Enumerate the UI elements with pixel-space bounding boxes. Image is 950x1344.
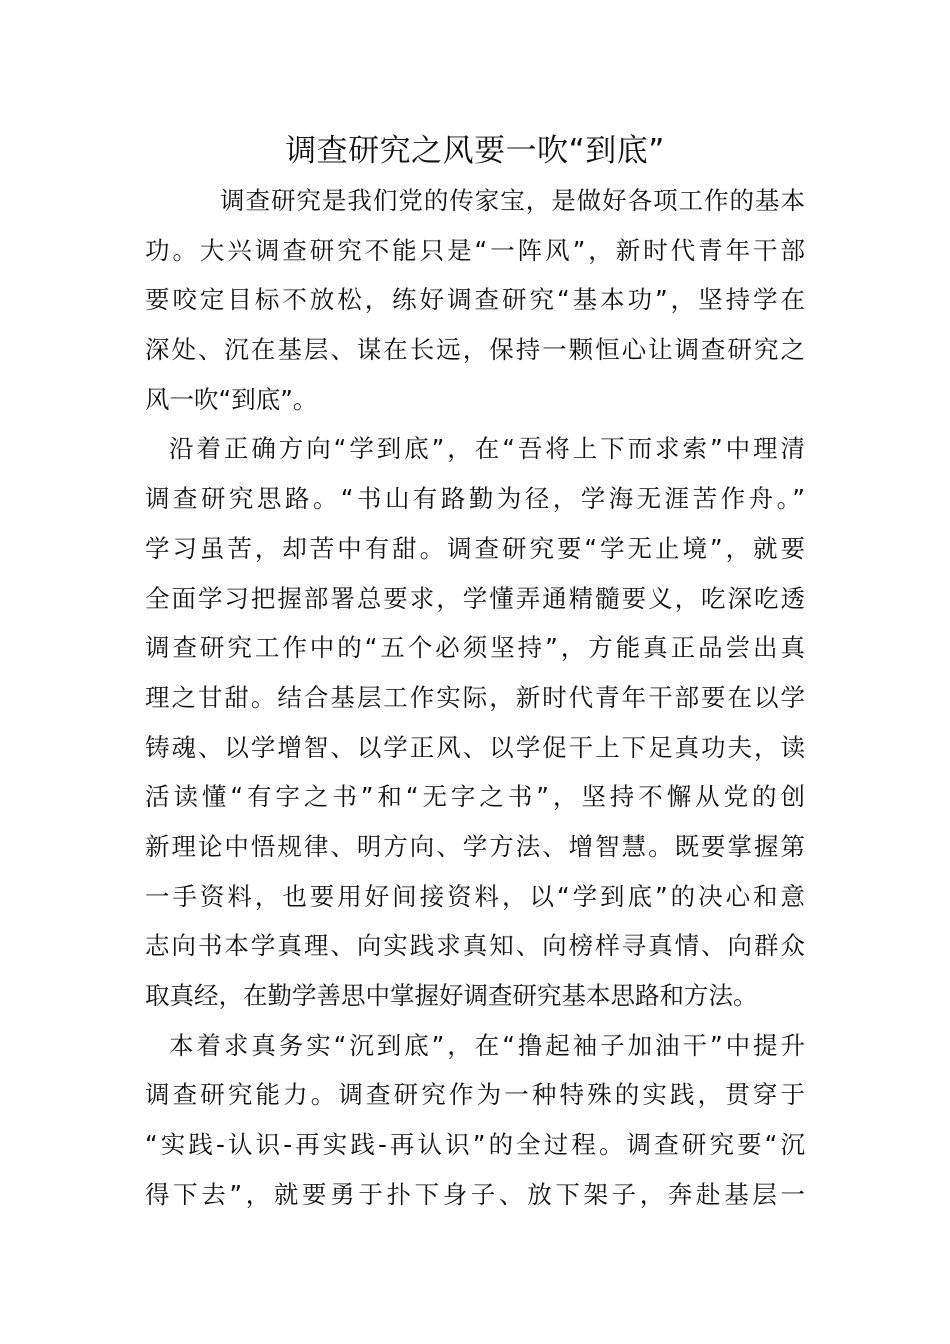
text-line: 本着求真务实“沉到底”，在“撸起袖子加油干”中提升 [169, 1030, 805, 1060]
text-line: 理之甘甜。结合基层工作实际，新时代青年干部要在以学 [145, 682, 805, 712]
text-line: “实践-认识-再实践-再认识”的全过程。调查研究要“沉 [145, 1130, 805, 1160]
text-line: 志向书本学真理、向实践求真知、向榜样寻真情、向群众 [145, 931, 805, 961]
document-title: 调查研究之风要一吹“到底” [285, 133, 665, 169]
text-line: 调查研究是我们党的传家宝，是做好各项工作的基本 [220, 186, 805, 215]
text-line: 学习虽苦，却苦中有甜。调查研究要“学无止境”，就要 [145, 533, 805, 563]
text-line: 沿着正确方向“学到底”，在“吾将上下而求索”中理清 [169, 434, 805, 464]
text-line: 功。大兴调查研究不能只是“一阵风”，新时代青年干部 [145, 235, 805, 265]
text-line: 风一吹“到底”。 [145, 384, 318, 414]
text-line: 活读懂“有字之书”和“无字之书”，坚持不懈从党的创 [145, 782, 805, 812]
text-line: 一手资料，也要用好间接资料，以“学到底”的决心和意 [145, 881, 805, 911]
document-body [145, 176, 805, 1219]
text-line: 铸魂、以学增智、以学正风、以学促干上下足真功夫，读 [145, 732, 805, 762]
text-line: 深处、沉在基层、谋在长远，保持一颗恒心让调查研究之 [145, 335, 805, 365]
text-line: 新理论中悟规律、明方向、学方法、增智慧。既要掌握第 [145, 831, 805, 861]
text-line: 得下去”，就要勇于扑下身子、放下架子，奔赴基层一 [145, 1179, 805, 1209]
text-line: 取真经，在勤学善思中掌握好调查研究基本思路和方法。 [145, 981, 758, 1010]
text-line: 全面学习把握部署总要求，学懂弄通精髓要义，吃深吃透 [145, 583, 805, 613]
text-line: 调查研究能力。调查研究作为一种特殊的实践，贯穿于 [145, 1080, 805, 1110]
text-line: 调查研究工作中的“五个必须坚持”，方能真正品尝出真 [145, 633, 805, 663]
text-line: 调查研究思路。“书山有路勤为径，学海无涯苦作舟。” [145, 484, 805, 514]
text-line: 要咬定目标不放松，练好调查研究“基本功”，坚持学在 [145, 285, 805, 315]
